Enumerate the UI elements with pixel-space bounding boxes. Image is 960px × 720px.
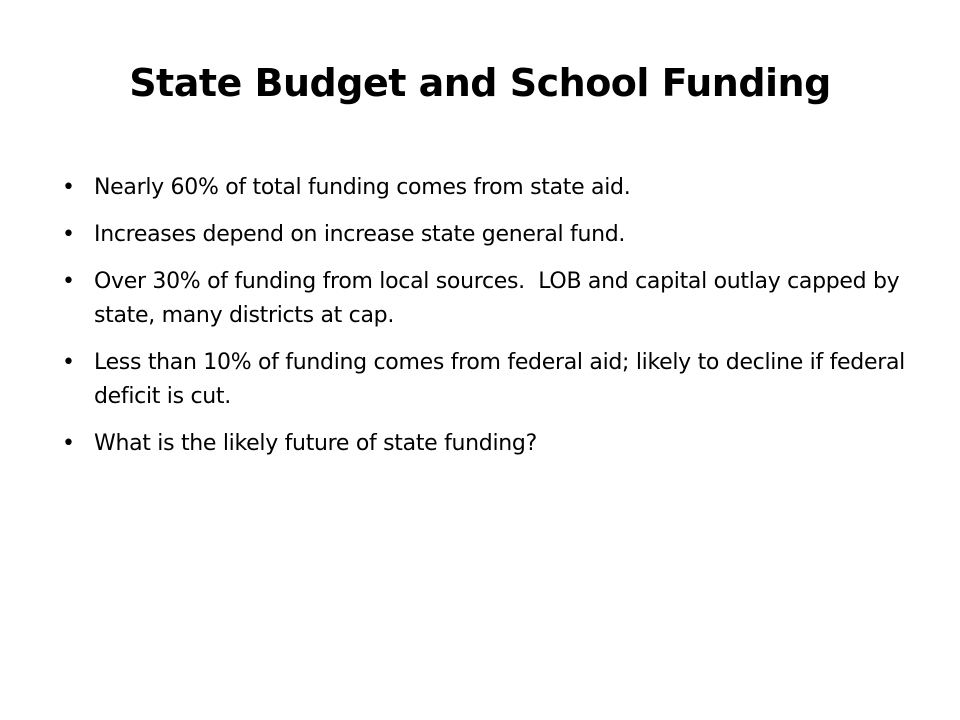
bullet-icon: •: [62, 431, 75, 456]
list-item: [60, 346, 910, 414]
bullet-icon: •: [62, 269, 75, 294]
bullet-icon: •: [62, 175, 75, 200]
list-item: [60, 265, 910, 333]
bullet-icon: •: [62, 222, 75, 247]
bullet-text: Increases depend on increase state general fund.: [94, 222, 626, 247]
list-item: [60, 171, 910, 205]
bullet-text: Nearly 60% of total funding comes from state aid.: [94, 175, 631, 200]
bullet-text: Over 30% of funding from local sources. LOB and capital outlay capped by state, many districts at cap.: [94, 269, 907, 328]
list-item: [60, 218, 910, 252]
bullet-text: Less than 10% of funding comes from federal aid; likely to decline if federal deficit is cut.: [94, 350, 905, 409]
bullet-list: [60, 171, 910, 474]
list-item: [60, 427, 910, 461]
bullet-text: What is the likely future of state funding?: [94, 431, 537, 456]
slide-title: State Budget and School Funding: [129, 61, 831, 105]
bullet-icon: •: [62, 350, 75, 375]
